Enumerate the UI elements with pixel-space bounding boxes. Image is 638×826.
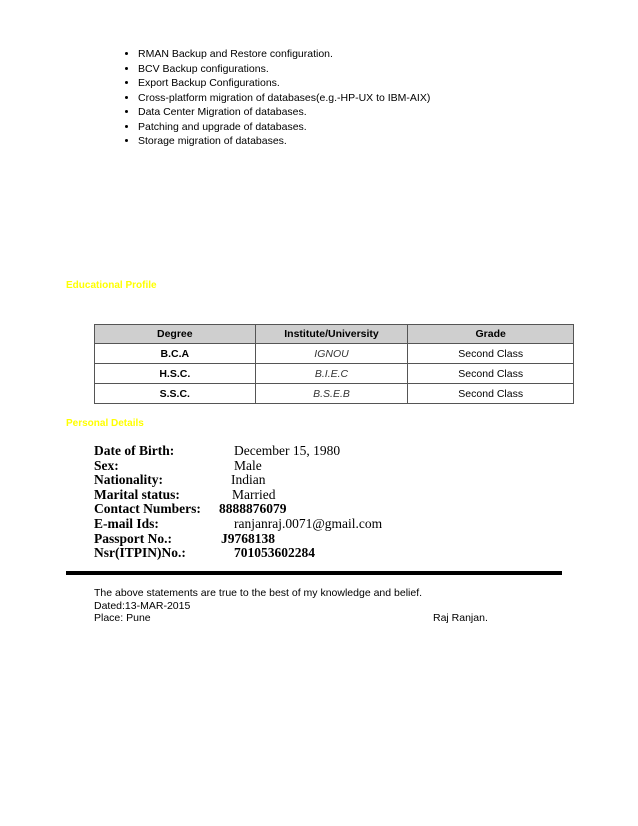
institute-cell: B.I.E.C [255, 364, 408, 384]
declaration-text: The above statements are true to the best of my knowledge and belief. [94, 587, 423, 599]
educational-profile-heading: Educational Profile [66, 280, 157, 291]
grade-cell: Second Class [408, 364, 574, 384]
table-row [95, 364, 574, 384]
detail-label: Nsr(ITPIN)No.: [94, 545, 186, 561]
table-row [95, 384, 574, 404]
detail-value: 8888876079 [219, 501, 287, 517]
detail-value: December 15, 1980 [234, 443, 341, 458]
signature-name: Raj Ranjan. [433, 612, 488, 624]
detail-label: Contact Numbers: [94, 501, 201, 517]
detail-value: Indian [231, 472, 266, 488]
skill-item: • Patching and upgrade of databases. [138, 120, 430, 135]
education-table [94, 324, 574, 404]
skills-list [110, 47, 430, 149]
skill-item: • BCV Backup configurations. [138, 62, 430, 77]
detail-label: Marital status: [94, 486, 180, 502]
degree-cell: H.S.C. [95, 364, 256, 384]
detail-label: Passport No.: [94, 530, 172, 546]
column-header-degree: Degree [95, 325, 256, 344]
institute-cell: IGNOU [255, 344, 408, 364]
declaration-block [94, 587, 514, 625]
column-header-grade: Grade [408, 325, 574, 344]
skill-item: • Storage migration of databases. [138, 134, 430, 149]
column-header-institute: Institute/University [255, 325, 408, 344]
place-text: Place: Pune [94, 612, 151, 624]
place-line [94, 612, 514, 625]
detail-value: 701053602284 [234, 545, 315, 561]
dated-text: Dated:13-MAR-2015 [94, 599, 191, 612]
skill-item: • Export Backup Configurations. [138, 76, 430, 91]
skill-item: • RMAN Backup and Restore configuration. [138, 47, 430, 62]
degree-cell: B.C.A [95, 344, 256, 364]
degree-cell: S.S.C. [95, 384, 256, 404]
detail-value: ranjanraj.0071@gmail.com [234, 515, 383, 531]
grade-cell: Second Class [408, 344, 574, 364]
table-row [95, 344, 574, 364]
institute-cell: B.S.E.B [255, 384, 408, 404]
detail-value: Married [232, 486, 276, 502]
detail-label: Sex: [94, 457, 119, 473]
grade-cell: Second Class [408, 384, 574, 404]
table-header-row [95, 325, 574, 344]
detail-value: Male [234, 457, 262, 473]
personal-details-heading: Personal Details [66, 418, 144, 429]
skill-item: • Data Center Migration of databases. [138, 105, 430, 120]
skill-item: • Cross-platform migration of databases(e.g.-HP-UX to IBM-AIX) [138, 91, 430, 106]
horizontal-divider [66, 571, 562, 575]
detail-label: E-mail Ids: [94, 515, 159, 531]
detail-value: J9768138 [221, 530, 275, 546]
detail-label: Date of Birth: [94, 443, 175, 458]
detail-label: Nationality: [94, 472, 163, 488]
